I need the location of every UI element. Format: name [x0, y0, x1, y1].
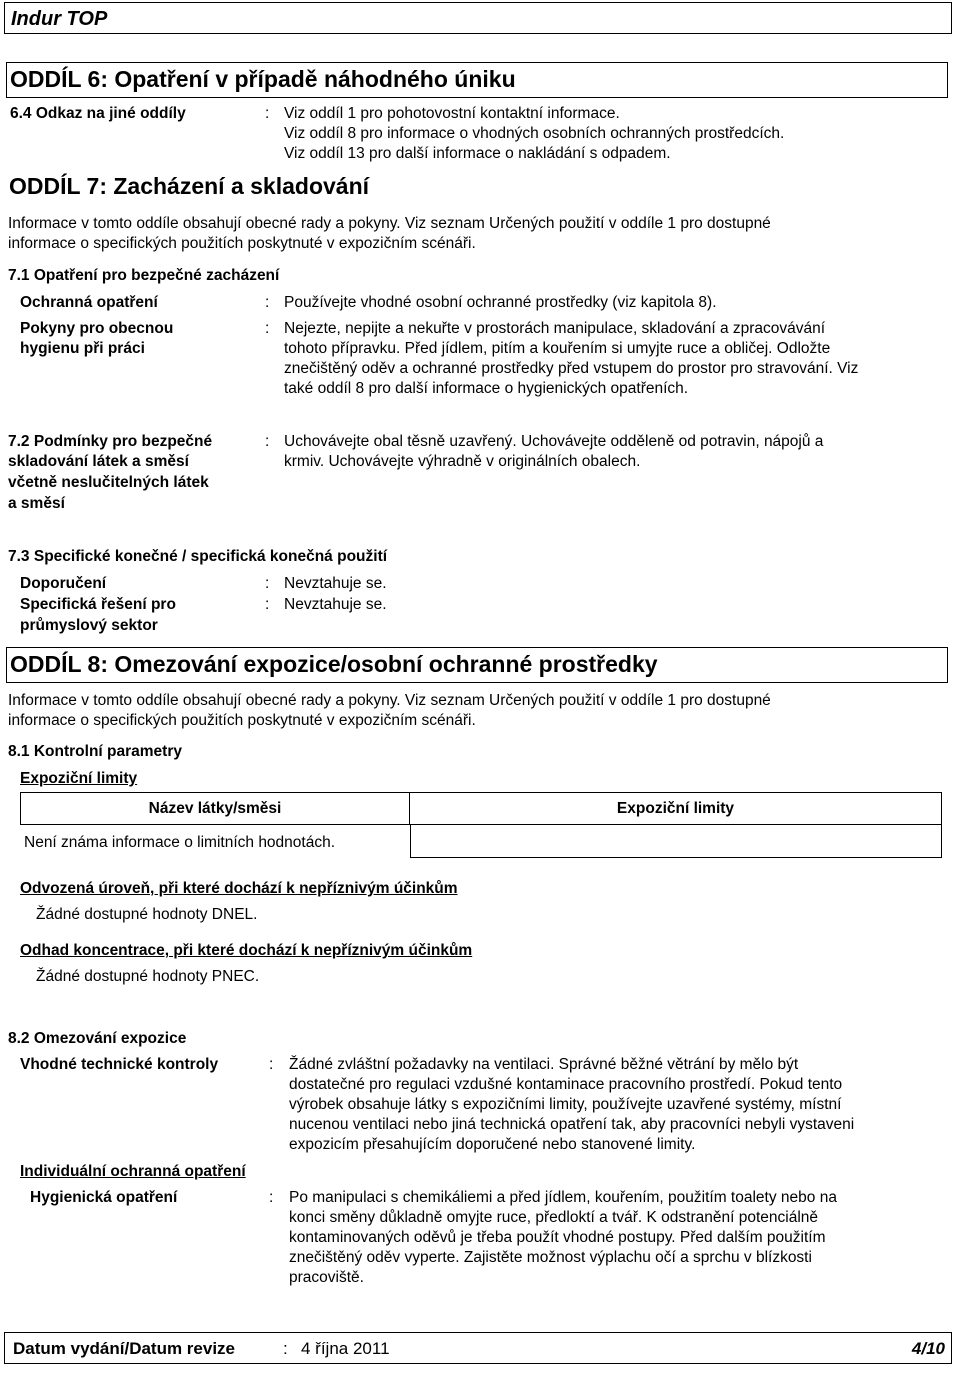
section-6-heading: ODDÍL 6: Opatření v případě náhodného úniku	[6, 62, 948, 98]
tech-line: výrobek obsahuje látky s expozičními limity, používejte uzavřené systémy, místní	[289, 1096, 842, 1113]
storage-line: krmiv. Uchovávejte výhradně v originálních obalech.	[284, 453, 641, 470]
section-7-heading: ODDÍL 7: Zacházení a skladování	[9, 173, 370, 199]
protection-value: Používejte vhodné osobní ochranné prostředky (viz kapitola 8).	[284, 294, 717, 311]
hygiene-label: Pokyny pro obecnou	[20, 320, 174, 337]
exposure-limits-table	[20, 792, 942, 851]
storage-label: 7.2 Podmínky pro bezpečné	[8, 433, 213, 450]
hygiene-measures-line: konci směny důkladně omyjte ruce, předloktí a tvář. K odstranění potenciálně	[289, 1209, 819, 1226]
s7-intro-line: Informace v tomto oddíle obsahují obecné rady a pokyny. Viz seznam Určených použití v oddíle 1 pro dostupné	[8, 215, 771, 232]
colon: :	[265, 294, 270, 311]
dnel-value: Žádné dostupné hodnoty DNEL.	[36, 906, 258, 923]
table-header-substance	[20, 792, 410, 825]
recommendation-label: Doporučení	[20, 575, 107, 592]
table-row-text: Není známa informace o limitních hodnotách.	[24, 834, 336, 851]
hygiene-measures-line: Po manipulaci s chemikáliemi a před jídlem, kouřením, použitím toalety nebo na	[289, 1189, 837, 1206]
s8-intro-line: informace o specifických použitích poskytnuté v expozičním scénáři.	[8, 712, 476, 729]
pnec-value: Žádné dostupné hodnoty PNEC.	[36, 968, 260, 985]
s7-1-heading: 7.1 Opatření pro bezpečné zacházení	[8, 267, 280, 284]
hygiene-measures-line: pracoviště.	[289, 1269, 364, 1286]
hygiene-line: Nejezte, nepijte a nekuřte v prostorách manipulace, skladování a zpracovávání	[284, 320, 826, 337]
s8-2-heading: 8.2 Omezování expozice	[8, 1030, 187, 1047]
storage-line: Uchovávejte obal těsně uzavřený. Uchovávejte odděleně od potravin, nápojů a	[284, 433, 824, 450]
protection-label: Ochranná opatření	[20, 294, 158, 311]
tech-line: nucenou ventilaci nebo jiná technická opatření tak, aby pracovníci nebyli vystaveni	[289, 1116, 855, 1133]
hygiene-measures-line: kontaminovaných oděvů je třeba použít vhodné postupy. Před dalším použitím	[289, 1229, 826, 1246]
colon: :	[265, 596, 270, 613]
industrial-label: průmyslový sektor	[20, 617, 158, 634]
colon: :	[265, 320, 270, 337]
colon: :	[269, 1056, 274, 1073]
brand-name: Indur TOP	[11, 8, 108, 30]
col-substance: Název látky/směsi	[148, 800, 282, 817]
ref-line: Viz oddíl 13 pro další informace o nakládání s odpadem.	[284, 145, 671, 162]
hygiene-line: znečištěný oděv a ochranné prostředky před vstupem do prostor pro stravování. Viz	[284, 360, 859, 377]
storage-label: a směsí	[8, 495, 65, 512]
hygiene-label: hygienu při práci	[20, 340, 145, 357]
s7-3-heading: 7.3 Specifické konečné / specifická konečná použití	[8, 548, 388, 565]
hygiene-measures-line: znečištěný oděv vyperte. Zajistěte možnost výplachu očí a sprchu v blízkosti	[289, 1249, 812, 1266]
col-limits: Expoziční limity	[616, 800, 735, 817]
tech-line: Žádné zvláštní požadavky na ventilaci. Správné běžné větrání by mělo být	[289, 1056, 799, 1073]
colon: :	[265, 433, 270, 450]
revision-date-label: Datum vydání/Datum revize	[13, 1339, 236, 1358]
footer-colon: :	[283, 1339, 288, 1358]
ref-label: 6.4 Odkaz na jiné oddíly	[10, 105, 186, 122]
exposure-limits-heading: Expoziční limity	[20, 770, 138, 787]
ppe-heading: Individuální ochranná opatření	[20, 1163, 246, 1180]
tech-controls-label: Vhodné technické kontroly	[20, 1056, 219, 1073]
hygiene-line: také oddíl 8 pro další informace o hygienických opatřeních.	[284, 380, 689, 397]
storage-label: včetně neslučitelných látek	[8, 474, 209, 491]
recommendation-value: Nevztahuje se.	[284, 575, 387, 592]
page-number: 4/10	[911, 1339, 945, 1358]
colon: :	[269, 1189, 274, 1206]
pnec-heading: Odhad koncentrace, při které dochází k nepříznivým účinkům	[20, 942, 473, 959]
industrial-label: Specifická řešení pro	[20, 596, 176, 613]
storage-label: skladování látek a směsí	[8, 453, 189, 470]
colon: :	[265, 575, 270, 592]
ref-line: Viz oddíl 8 pro informace o vhodných osobních ochranných prostředcích.	[284, 125, 785, 142]
industrial-value: Nevztahuje se.	[284, 596, 387, 613]
tech-line: expozicím přesahujícím doporučené nebo stanovené limity.	[289, 1136, 696, 1153]
dnel-heading: Odvozená úroveň, při které dochází k nepříznivým účinkům	[20, 880, 458, 897]
section-8-heading: ODDÍL 8: Omezování expozice/osobní ochranné prostředky	[6, 647, 948, 683]
s8-intro-line: Informace v tomto oddíle obsahují obecné rady a pokyny. Viz seznam Určených použití v oddíle 1 pro dostupné	[8, 692, 771, 709]
document-footer	[4, 1332, 952, 1364]
table-header-limits	[410, 792, 942, 825]
colon: :	[265, 105, 270, 122]
hygiene-measures-label: Hygienická opatření	[30, 1189, 178, 1206]
s8-1-heading: 8.1 Kontrolní parametry	[8, 743, 182, 760]
ref-line: Viz oddíl 1 pro pohotovostní kontaktní informace.	[284, 105, 620, 122]
document-header	[4, 2, 952, 34]
s7-intro-line: informace o specifických použitích poskytnuté v expozičním scénáři.	[8, 235, 476, 252]
hygiene-line: tohoto přípravku. Před jídlem, pitím a kouřením si umyjte ruce a obličej. Odložte	[284, 340, 831, 357]
table-cell-empty	[410, 825, 942, 858]
revision-date-value: 4 října 2011	[301, 1339, 390, 1358]
tech-line: dostatečné pro regulaci vzdušné kontaminace pracovního prostředí. Pokud tento	[289, 1076, 843, 1093]
